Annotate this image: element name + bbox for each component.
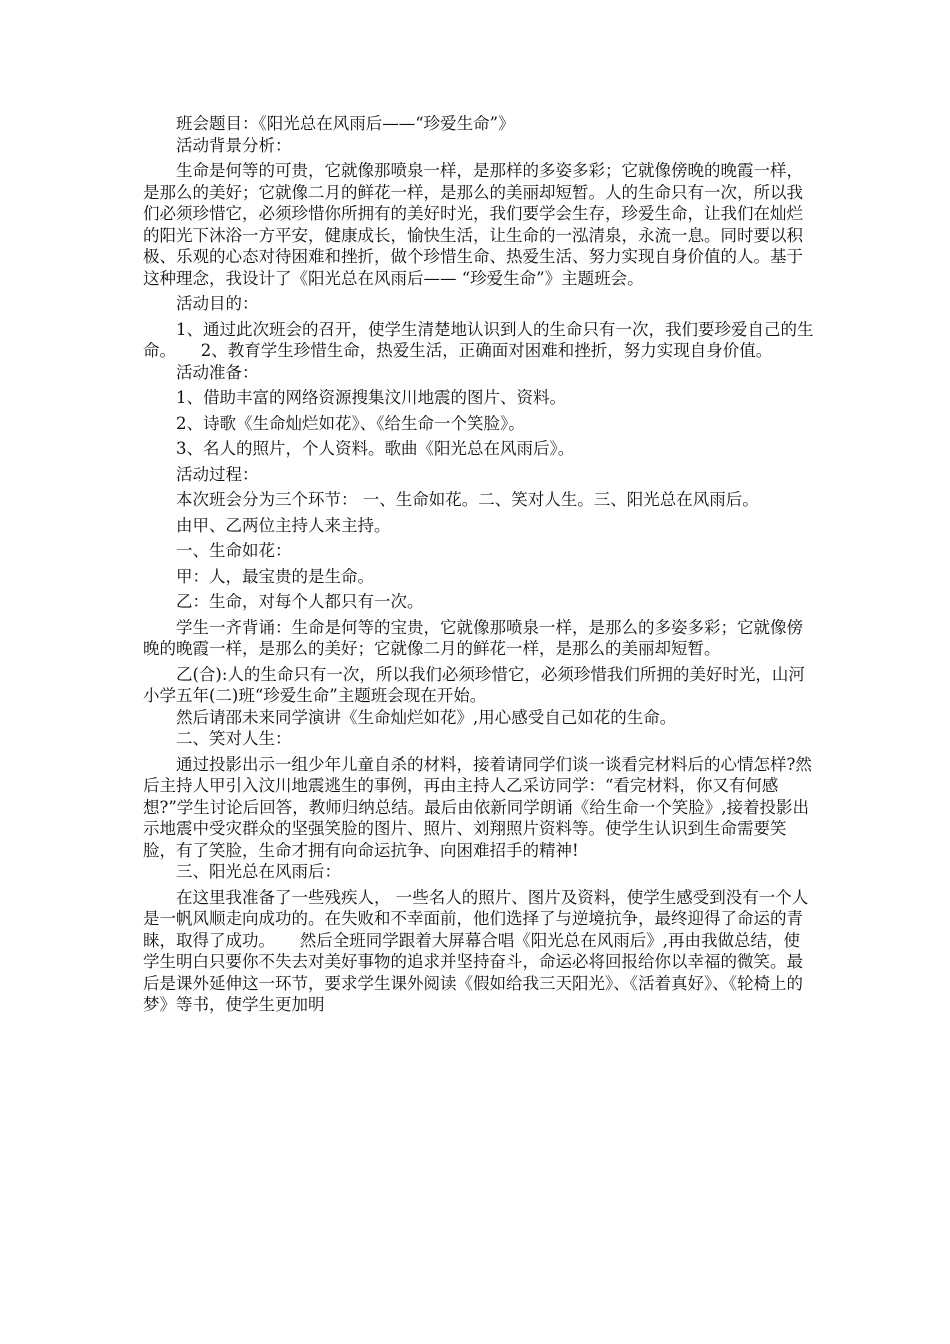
goal-paragraph: 1、通过此次班会的召开，使学生清楚地认识到人的生命只有一次，我们要珍爱自己的生命。 2、教育学生珍惜生命，热爱生活，正确面对困难和挫折，努力实现自身价值。 (143, 319, 814, 360)
recitation-paragraph: 学生一齐背诵：生命是何等的宝贵，它就像那喷泉一样，是那么的多姿多彩；它就像傍晚的晚霞一样，是那么的美好；它就像二月的鲜花一样，是那么的美丽却短暂。 (143, 617, 803, 658)
section-2-heading: 二、笑对人生： (176, 729, 292, 748)
section-1-heading: 一、生命如花： (176, 541, 292, 560)
goal-heading: 活动目的： (176, 294, 259, 313)
host-jia-line: 甲：人，最宝贵的是生命。 (176, 566, 374, 586)
document-body (143, 113, 815, 1016)
section-3-heading: 三、阳光总在风雨后： (176, 862, 341, 881)
background-heading: 活动背景分析： (176, 135, 292, 155)
process-heading: 活动过程： (176, 464, 259, 484)
meeting-title: 班会题目：《阳光总在风雨后——“珍爱生命”》 (176, 114, 515, 133)
background-paragraph: 生命是何等的可贵，它就像那喷泉一样，是那样的多姿多彩；它就像傍晚的晚霞一样，是那么的美好；它就像二月的鲜花一样，是那么的美丽却短暂。人的生命只有一次，所以我们必须珍惜它，必须珍惜你所拥有的美好时光，我们要学会生存，珍爱生命，让我们在灿烂的阳光下沐浴一方平安，健康成长，愉快生活，让生命的一泓清泉，永流一息。同时要以积极、乐观的心态对待困难和挫折，做个珍惜生命、热爱生活、努力实现自身价值的人。基于这种理念，我设计了《阳光总在风雨后—— “珍爱生命”》主题班会。 (143, 161, 803, 288)
prep-item: 3、名人的照片，个人资料。歌曲《阳光总在风雨后》。 (176, 439, 575, 458)
section-3-paragraph: 在这里我准备了一些残疾人， 一些名人的照片、图片及资料，使学生感受到没有一个人是一帆风顺走向成功的。在失败和不幸面前，他们选择了与逆境抗争，最终迎得了命运的青睐，取得了成功。 然后全班同学跟着大屏幕合唱《阳光总在风雨后》,再由我做总结，使学生明白只要你不失去对美好事物的追求并坚持奋斗，命运必将回报给你以幸福的微笑。最后是课外延伸这一环节，要求学生课外阅读《假如给我三天阳光》、《活着真好》、《轮椅上的梦》等书，使学生更加明 (143, 887, 809, 1014)
host-yi-line: 乙：生命，对每个人都只有一次。 (176, 592, 424, 611)
speech-paragraph: 然后请邵未来同学演讲《生命灿烂如花》,用心感受自己如花的生命。 (176, 707, 677, 727)
process-paragraph: 本次班会分为三个环节： 一、生命如花。二、笑对人生。三、阳光总在风雨后。 (176, 490, 759, 509)
host-paragraph: 由甲、乙两位主持人来主持。 (176, 515, 391, 535)
opening-paragraph: 乙(合):人的生命只有一次，所以我们必须珍惜它，必须珍惜我们所拥的美好时光，山河小学五年(二)班“珍爱生命”主题班会现在开始。 (143, 664, 805, 705)
section-2-paragraph: 通过投影出示一组少年儿童自杀的材料，接着请同学们谈一谈看完材料后的心情怎样?然后主持人甲引入汶川地震逃生的事例，再由主持人乙采访同学：“看完材料，你又有何感想?”学生讨论后回答，教师归纳总结。最后由依新同学朗诵《给生命一个笑脸》,接着投影出示地震中受灾群众的坚强笑脸的图片、照片、刘翔照片资料等。使学生认识到生命需要笑脸，有了笑脸，生命才拥有向命运抗争、向困难招手的精神! (143, 754, 812, 860)
prep-item: 1、借助丰富的网络资源搜集汶川地震的图片、资料。 (176, 388, 566, 407)
prep-item: 2、诗歌《生命灿烂如花》、《给生命一个笑脸》。 (176, 413, 525, 433)
prep-heading: 活动准备： (176, 362, 259, 382)
